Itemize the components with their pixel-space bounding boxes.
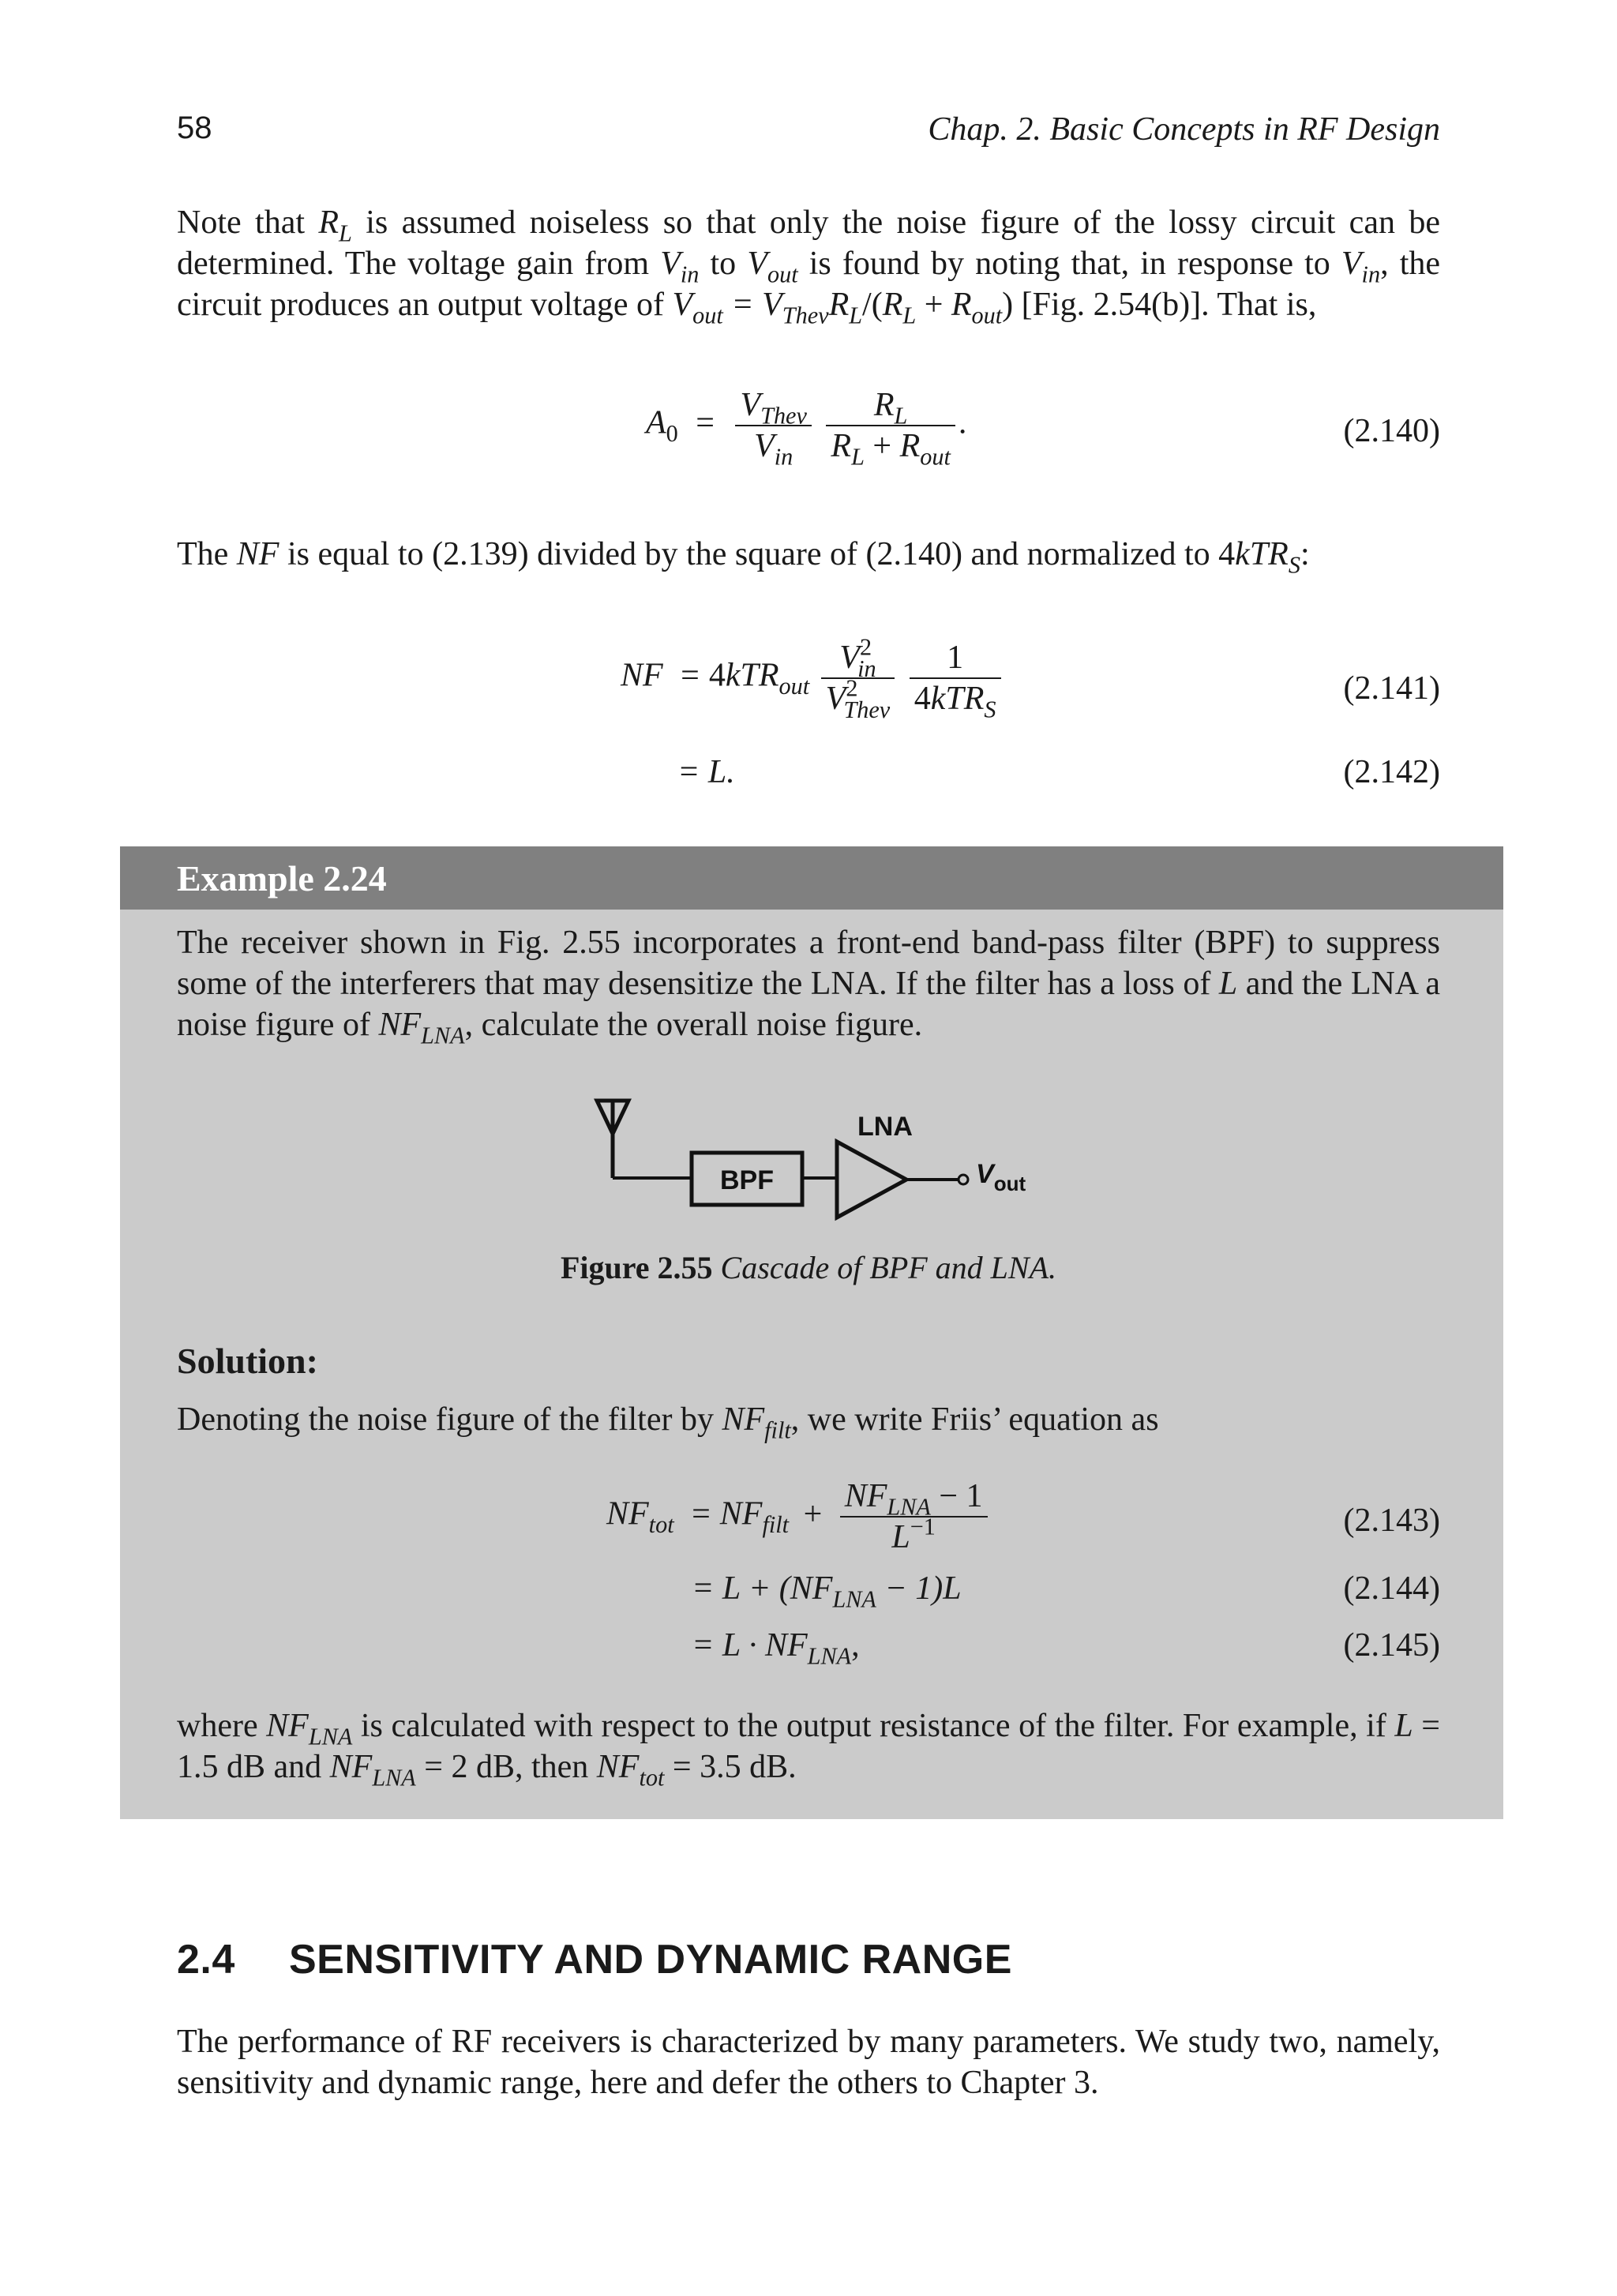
subscript: tot — [648, 1511, 674, 1539]
symbol: NF — [596, 1749, 640, 1785]
bpf-lna-figure — [553, 1090, 1074, 1232]
text: and the LNA a noise figure of — [177, 966, 1441, 1043]
subscript: L — [894, 402, 908, 430]
symbol: V — [825, 681, 846, 717]
running-header — [177, 111, 1440, 158]
period: . — [958, 404, 967, 441]
equation-number: (2.142) — [1343, 754, 1440, 790]
symbol: NF — [722, 1401, 765, 1438]
antenna-icon — [597, 1101, 628, 1178]
text: , — [851, 1627, 860, 1664]
symbol: NF — [329, 1749, 373, 1785]
lna-label: LNA — [857, 1112, 913, 1142]
plus: + — [864, 428, 900, 464]
intro-paragraph — [177, 202, 1441, 329]
fraction — [735, 385, 811, 471]
subscript: out — [971, 302, 1003, 329]
figure-caption — [0, 1249, 1617, 1286]
subscript: Thev — [760, 402, 807, 430]
subscript: filt — [762, 1511, 790, 1539]
symbol: L — [1218, 966, 1238, 1002]
equation-2-141 — [621, 633, 1004, 723]
subscript: out — [778, 673, 810, 700]
fraction — [826, 385, 955, 471]
caption-text: Cascade of BPF and LNA. — [720, 1250, 1057, 1285]
equation-number: (2.140) — [1343, 413, 1440, 449]
numerator: 1 — [910, 638, 1001, 679]
fraction — [840, 1476, 988, 1557]
subscript: out — [767, 261, 798, 288]
equation-number: (2.144) — [1343, 1570, 1440, 1607]
subscript: in — [774, 443, 793, 471]
symbol: NF — [764, 1627, 808, 1664]
symbol: NF — [621, 657, 663, 694]
subscript: out — [993, 1172, 1026, 1195]
text: is found by noting that, in response to — [797, 246, 1341, 282]
subscript: L — [851, 443, 865, 471]
subscript: S — [1288, 551, 1300, 579]
text: = L · — [692, 1627, 765, 1664]
equation-2-140 — [646, 385, 967, 471]
symbol: NF — [378, 1007, 422, 1043]
lna-amplifier-icon — [837, 1142, 906, 1217]
text: = 1.5 dB and — [177, 1708, 1440, 1785]
symbol: kTR — [725, 657, 779, 694]
subscript: LNA — [887, 1493, 931, 1521]
text: , the circuit produces an output voltage of — [177, 246, 1441, 323]
coefficient: 4 — [914, 681, 931, 717]
symbol: A — [646, 404, 666, 441]
symbol: R — [899, 428, 921, 464]
equation-number: (2.145) — [1343, 1627, 1440, 1664]
superscript: −1 — [910, 1513, 936, 1540]
symbol: L — [1394, 1708, 1413, 1744]
text: is calculated with respect to the output resistance of the filter. For example, if — [352, 1708, 1395, 1744]
section-heading — [177, 1936, 1012, 1983]
subscript: L — [902, 302, 917, 329]
symbol: L — [891, 1519, 910, 1555]
symbol: kTR — [1235, 536, 1289, 572]
symbol: V — [672, 287, 693, 323]
subscript: LNA — [421, 1022, 465, 1049]
subscript: in — [857, 655, 876, 682]
chapter-title: Chap. 2. Basic Concepts in RF Design — [928, 111, 1440, 148]
symbol: NF — [236, 536, 280, 572]
subscript: L — [849, 302, 863, 329]
bpf-label: BPF — [720, 1165, 774, 1195]
text: + — [916, 287, 951, 323]
vout-label — [976, 1159, 1026, 1195]
symbol: V — [740, 387, 761, 423]
symbol: = V — [722, 287, 782, 323]
symbol: kTR — [930, 681, 985, 717]
equals: = — [692, 1495, 711, 1533]
subscript: S — [984, 696, 996, 723]
example-paragraph — [177, 922, 1441, 1049]
equation-2-144 — [692, 1570, 962, 1613]
subscript: LNA — [807, 1642, 852, 1670]
subscript: Thev — [843, 696, 891, 723]
equation-number: (2.143) — [1343, 1503, 1440, 1539]
equation-2-145 — [692, 1626, 860, 1670]
text: : — [1300, 536, 1310, 572]
symbol: R — [831, 428, 852, 464]
symbol: NF — [844, 1478, 887, 1514]
symbol: NF — [606, 1495, 649, 1533]
subscript: LNA — [372, 1764, 416, 1791]
plus: + — [803, 1495, 823, 1533]
text: , calculate the overall noise figure. — [464, 1007, 923, 1043]
example-title: Example 2.24 — [177, 858, 387, 899]
symbol: V — [976, 1159, 994, 1189]
symbol: NF — [790, 1570, 833, 1607]
page-number: 58 — [177, 111, 212, 145]
nf-paragraph — [177, 534, 1440, 579]
subscript: in — [680, 261, 700, 288]
text: ) [Fig. 2.54(b)]. That is, — [1002, 287, 1317, 323]
symbol: V — [747, 246, 767, 282]
equation-2-143 — [606, 1476, 991, 1557]
example-header — [120, 846, 1503, 910]
subscript: L — [339, 219, 352, 247]
text: = 2 dB, then — [415, 1749, 597, 1785]
text: − 1)L — [876, 1570, 962, 1607]
subscript: LNA — [832, 1585, 876, 1613]
text: is equal to (2.139) divided by the square of (2.140) and normalized to 4 — [279, 536, 1236, 572]
symbol: V — [839, 640, 860, 676]
section-title: SENSITIVITY AND DYNAMIC RANGE — [289, 1937, 1012, 1983]
symbol: R — [828, 287, 850, 323]
symbol: V — [754, 428, 775, 464]
text: = L + ( — [692, 1570, 790, 1607]
text: The receiver shown in Fig. 2.55 incorporates a front-end band-pass filter (BPF) to suppress some of the interferers that may desensitize the LNA. If the filter has a loss of — [177, 925, 1440, 1002]
section-number: 2.4 — [177, 1937, 235, 1983]
subscript: out — [920, 443, 951, 471]
subscript: out — [692, 302, 723, 329]
text: = 3.5 dB. — [664, 1749, 797, 1785]
output-terminal-icon — [959, 1175, 968, 1184]
symbol: NF — [719, 1495, 763, 1533]
symbol: R — [882, 287, 903, 323]
equation-number: (2.141) — [1343, 670, 1440, 707]
subscript: filt — [764, 1416, 791, 1444]
equals: = — [696, 404, 715, 441]
superscript: 2 — [859, 633, 872, 661]
text: The — [177, 536, 237, 572]
text: Denoting the noise figure of the filter by — [177, 1401, 722, 1438]
subscript: Thev — [782, 302, 829, 329]
text: , we write Friis’ equation as — [790, 1401, 1159, 1438]
equation-2-142: = L. — [677, 754, 735, 790]
text: /( — [862, 287, 883, 323]
text: to — [699, 246, 748, 282]
text: Note that — [177, 204, 319, 241]
section-paragraph: The performance of RF receivers is characterized by many parameters. We study two, namely, sensitivity and dynamic range, here and defer the others to Chapter 3. — [177, 2024, 1440, 2101]
equals: = — [681, 657, 700, 694]
symbol: V — [660, 246, 681, 282]
fraction — [821, 633, 895, 723]
coefficient: 4 — [708, 657, 726, 694]
symbol: R — [318, 204, 340, 241]
subscript: 0 — [666, 420, 678, 448]
solution-heading: Solution: — [177, 1341, 318, 1381]
subscript: LNA — [308, 1723, 353, 1750]
superscript: 2 — [846, 674, 858, 702]
fraction — [910, 638, 1001, 723]
symbol: R — [951, 287, 972, 323]
closing-paragraph — [177, 1705, 1440, 1791]
symbol: NF — [266, 1708, 309, 1744]
symbol: V — [1341, 246, 1362, 282]
solution-paragraph — [177, 1399, 1440, 1444]
subscript: in — [1361, 261, 1381, 288]
text: − 1 — [930, 1478, 983, 1514]
caption-label: Figure 2.55 — [560, 1250, 713, 1285]
symbol: R — [873, 387, 895, 423]
text: where — [177, 1708, 267, 1744]
text: is assumed noiseless so that only the noise figure of the lossy circuit can be determined. The voltage gain from — [177, 204, 1440, 282]
subscript: tot — [639, 1764, 665, 1791]
